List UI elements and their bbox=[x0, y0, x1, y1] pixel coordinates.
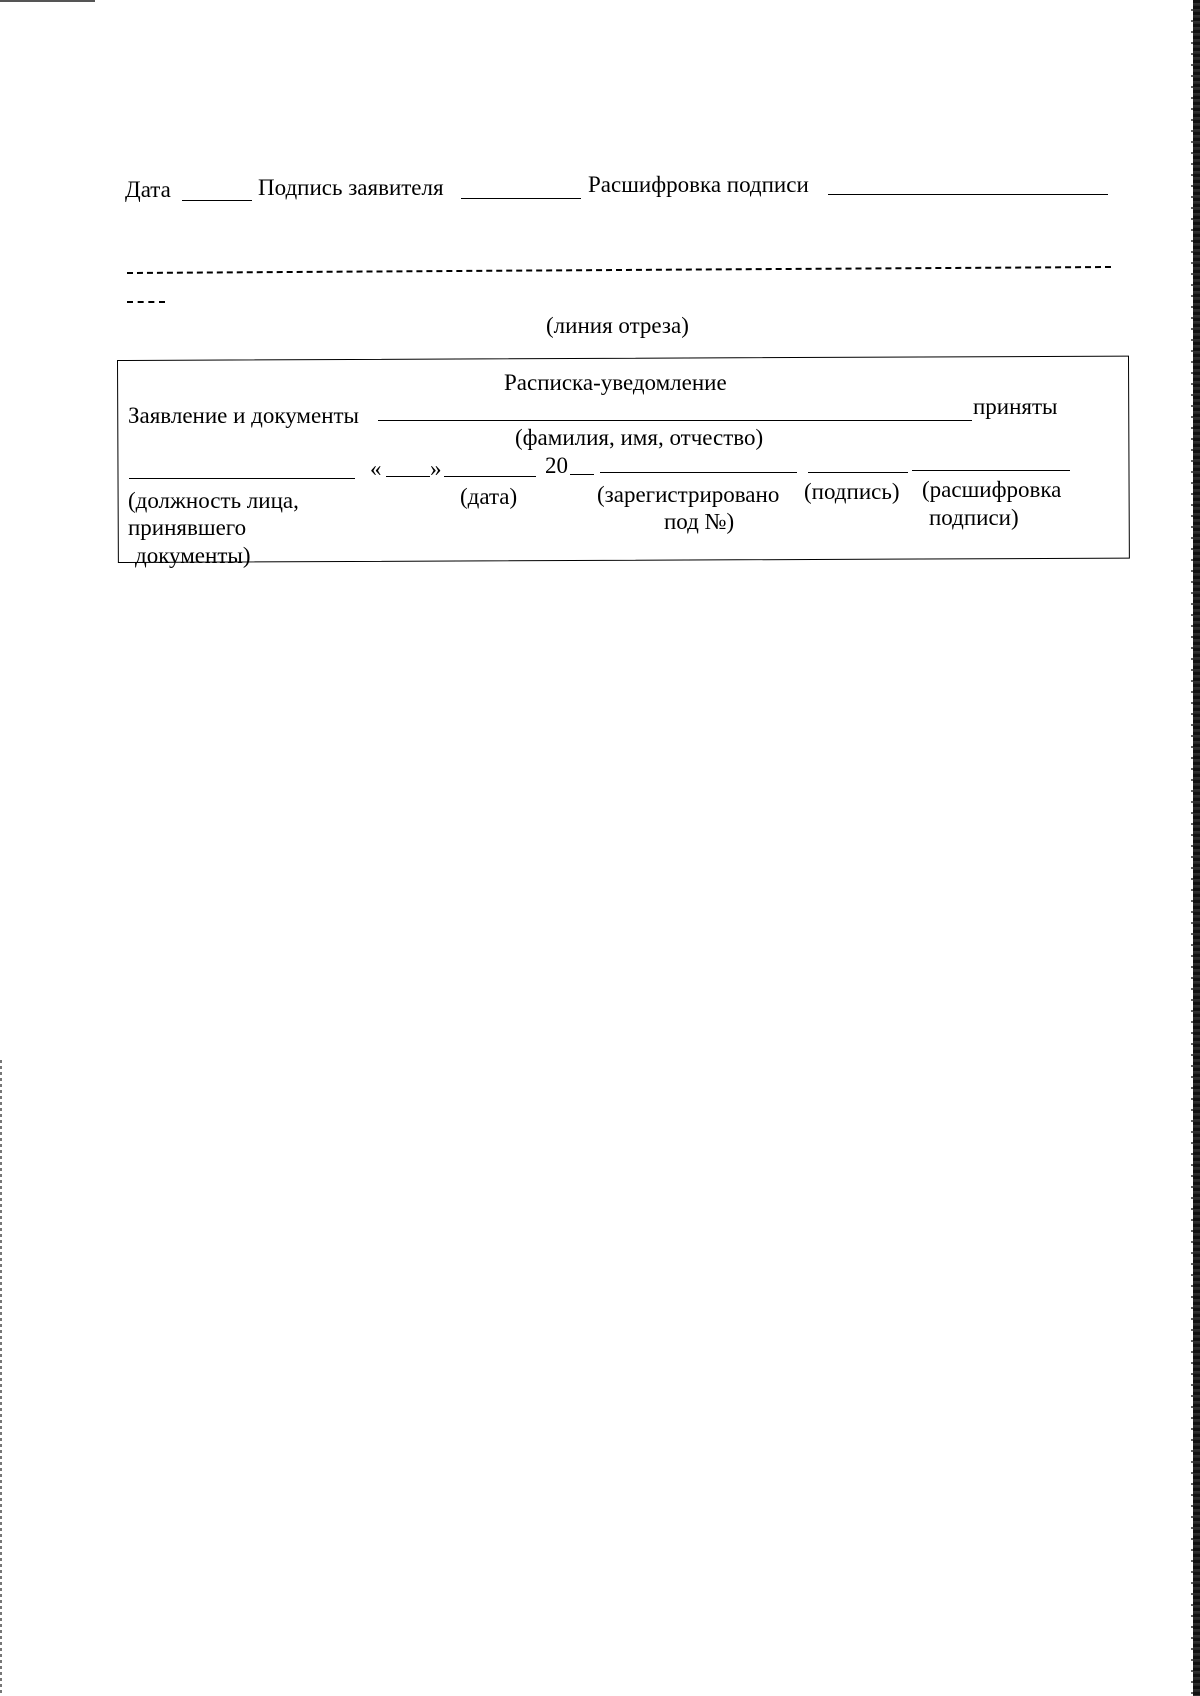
year-field[interactable] bbox=[570, 474, 594, 475]
date-label: Дата bbox=[125, 177, 171, 202]
cut-line-dashes-continued bbox=[127, 301, 165, 303]
decoding-caption-line-2: подписи) bbox=[929, 505, 1019, 530]
scan-edge-right-inner bbox=[1191, 0, 1193, 1696]
applicant-signature-label: Подпись заявителя bbox=[258, 175, 444, 200]
cut-line-label: (линия отреза) bbox=[546, 313, 689, 338]
decoding-caption-line-1: (расшифровка bbox=[922, 477, 1062, 502]
receiver-signature-decoding-field[interactable] bbox=[912, 470, 1070, 471]
position-caption-line-1: (должность лица, bbox=[128, 488, 299, 513]
scan-edge-left bbox=[0, 1060, 2, 1696]
documents-label: Заявление и документы bbox=[128, 403, 360, 428]
registered-caption-line-2: под №) bbox=[664, 509, 735, 534]
position-caption-line-3: документы) bbox=[135, 543, 251, 568]
signature-decoding-field[interactable] bbox=[828, 194, 1108, 195]
accepted-label: приняты bbox=[973, 394, 1058, 419]
receipt-title: Расписка-уведомление bbox=[504, 370, 727, 395]
applicant-signature-field[interactable] bbox=[461, 198, 581, 199]
cut-line-dashes bbox=[127, 266, 1111, 274]
date-field[interactable] bbox=[182, 200, 252, 201]
month-field[interactable] bbox=[444, 476, 536, 477]
signature-caption: (подпись) bbox=[804, 479, 900, 504]
year-prefix: 20 bbox=[545, 453, 568, 478]
scan-edge-top bbox=[0, 0, 95, 2]
quote-close: » bbox=[430, 456, 442, 481]
position-field[interactable] bbox=[129, 478, 355, 479]
quote-open: « bbox=[370, 456, 382, 481]
day-field[interactable] bbox=[386, 476, 430, 477]
scan-edge-right bbox=[1193, 0, 1200, 1696]
full-name-caption: (фамилия, имя, отчество) bbox=[515, 425, 764, 450]
registration-number-field[interactable] bbox=[600, 472, 797, 473]
applicant-name-field[interactable] bbox=[378, 420, 972, 421]
receiver-signature-field[interactable] bbox=[808, 472, 908, 473]
signature-decoding-label: Расшифровка подписи bbox=[588, 172, 809, 197]
position-caption-line-2: принявшего bbox=[128, 515, 247, 540]
registered-caption-line-1: (зарегистрировано bbox=[597, 482, 780, 507]
date-caption: (дата) bbox=[460, 484, 518, 509]
